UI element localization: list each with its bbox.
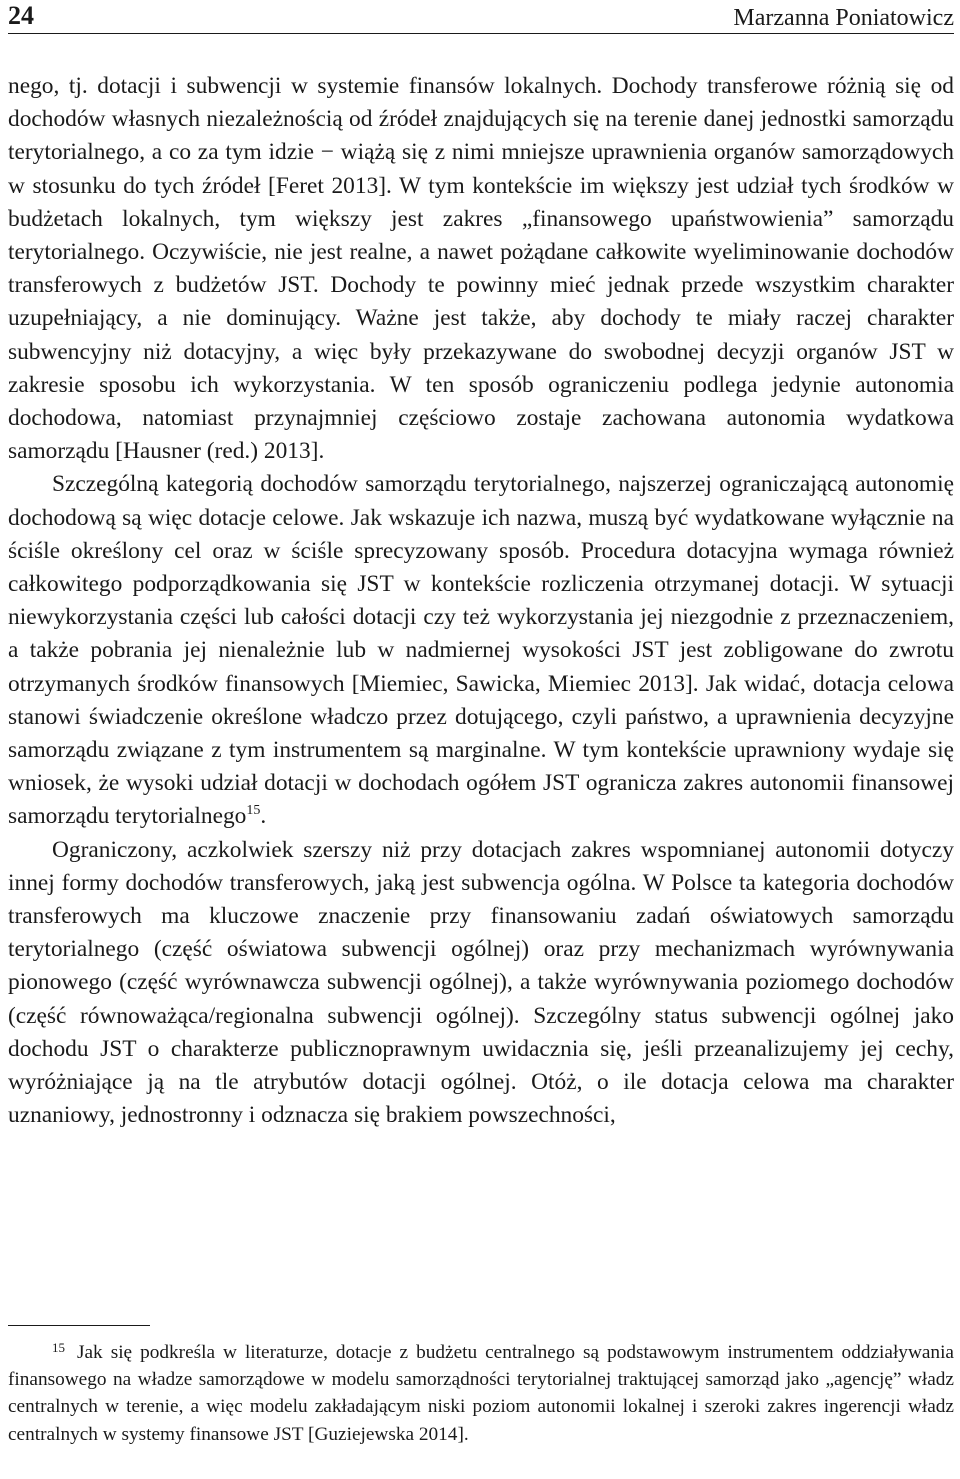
paragraph-2-end: . [260,803,267,830]
footnote-reference[interactable]: 15 [246,803,261,819]
running-header [8,0,954,34]
footnote-separator [8,1325,150,1326]
body-text [8,70,954,1133]
paragraph-3: Ograniczony, aczkolwiek szerszy niż przy dotacjach zakres wspomnianej autonomii dotyczy innej formy dochodów transferowych, jaką jest subwencja ogólna. W Polsce ta kategoria dochodów transferowych ma kluczowe znaczenie przy finansowaniu zadań oświatowych samorządu terytorialnego (część oświatowa subwencji ogólnej) oraz przy mechanizmach wyrównywania pionowego (część wyrównawcza subwencji ogólnej), a także wyrównywania poziomego dochodów (część równoważąca/regionalna subwencji ogólnej). Szczególny status subwencji ogólnej jako dochodu JST o charakterze publicznoprawnym uwidacznia się, jeśli przeanalizujemy jej cechy, wyróżniające ją na tle atrybutów dotacji ogólnej. Otóż, o ile dotacja celowa ma charakter uznaniowy, jednostronny i odznacza się brakiem powszechności, [8,836,954,1129]
running-author: Marzanna Poniatowicz [733,5,954,31]
paragraph-2-text: Szczególną kategorią dochodów samorządu terytorialnego, najszerzej ograniczającą autonomię dochodową są więc dotacje celowe. Jak wskazuje ich nazwa, muszą być wydatkowane wyłącznie na ściśle określony cel oraz w ściśle sprecyzowany sposób. Procedura dotacyjna wymaga również całkowitego podporządkowania się JST w kontekście rozliczenia otrzymanej dotacji. W sytuacji niewykorzystania części lub całości dotacji czy też wykorzystania jej niezgodnie z przeznaczeniem, a także pobrania jej nienależnie lub w nadmiernej wysokości JST jest zobligowane do zwrotu otrzymanych środków finansowych [Miemiec, Sawicka, Miemiec 2013]. Jak widać, dotacja celowa stanowi świadczenie określone władczo przez dotującego, czyli państwo, a uprawnienia decyzyjne samorządu związane z tym instrumentem są marginalne. W tym kontekście uprawniony wydaje się wniosek, że wysoki udział dotacji w dochodach ogółem JST ogranicza zakres autonomii finansowej samorządu terytorialnego [8,471,954,830]
paragraph-1: nego, tj. dotacji i subwencji w systemie finansów lokalnych. Dochody transferowe różnią się od dochodów własnych niezależnością od źródeł znajdujących się na terenie danej jednostki samorządu terytorialnego, a co za tym idzie − wiążą się z nimi mniejsze uprawnienia organów samorządowych w stosunku do tych źródeł [Feret 2013]. W tym kontekście im większy jest udział tych środków w budżetach lokalnych, tym większy jest zakres „finansowego upaństwowienia” samorządu terytorialnego. Oczywiście, nie jest realne, a nawet pożądane całkowite wyeliminowanie dochodów transferowych z budżetów JST. Dochody te powinny mieć jednak przede wszystkim charakter uzupełniający, a nie dominujący. Ważne jest także, aby dochody te miały raczej charakter subwencyjny niż dotacyjny, a więc były przekazywane do swobodnej decyzji organów JST w zakresie sposobu ich wykorzystania. W ten sposób ograniczeniu podlega jedynie autonomia dochodowa, natomiast przynajmniej częściowo zostaje zachowana autonomia wydatkowa samorządu [Hausner (red.) 2013]. [8,73,954,465]
footnote-number: 15 [52,1340,65,1355]
footnote-text: Jak się podkreśla w literaturze, dotacje z budżetu centralnego są podstawowym instrumentem oddziaływania finansowego na władze samorządowe w modelu samorządności terytorialnej traktującej samorząd jako „agencję” władz centralnych w terenie, a więc modelu zakładającym niski poziom autonomii lokalnej i szeroki zakres ingerencji władz centralnych w systemy finansowe JST [Guziejewska 2014]. [8,1342,954,1445]
document-page [8,0,954,1445]
paragraph-2 [8,468,954,833]
page-number: 24 [8,1,34,30]
footnote [8,1339,954,1448]
